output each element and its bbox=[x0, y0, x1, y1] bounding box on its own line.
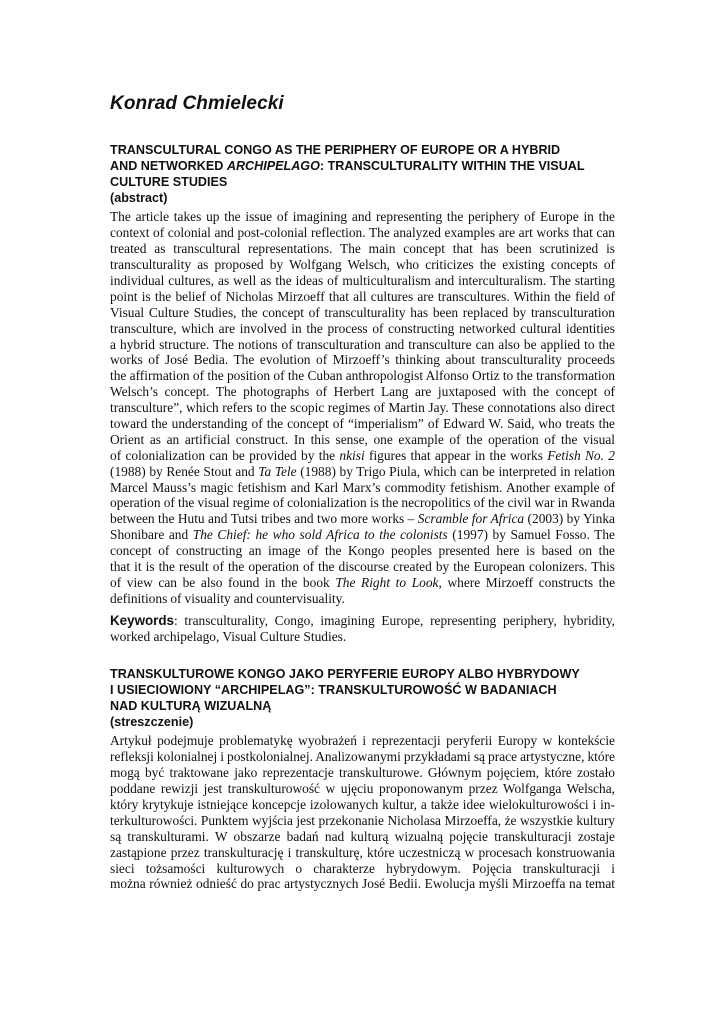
text-line: poddane rewizji jest transkulturowość w ujęciu proponowanym przez Wolfganga Welscha, bbox=[110, 781, 615, 797]
abstract-en-body bbox=[110, 209, 615, 606]
text-segment: (2003) by Yinka bbox=[524, 511, 615, 527]
italic-title: The Right to Look bbox=[335, 574, 439, 590]
italic-title: nkisi bbox=[339, 447, 365, 463]
text-segment: of colonialization can be provided by the bbox=[110, 447, 340, 463]
title-line: TRANSKULTUROWE KONGO JAKO PERYFERIE EUROPY ALBO HYBRYDOWY bbox=[110, 667, 580, 681]
title-line: NAD KULTURĄ WIZUALNĄ bbox=[110, 698, 272, 713]
text-line bbox=[110, 448, 615, 464]
text-line: point is the belief of Nicholas Mirzoeff that all cultures are transcultures. Within the field of bbox=[110, 288, 615, 304]
text-line: Orient as an artificial construct. In this sense, one example of the operation of the visual bbox=[110, 431, 615, 447]
title-text: : TRANSCULTURALITY WITHIN THE VISUAL bbox=[319, 158, 585, 173]
text-segment: (1988) by Trigo Piula, which can be interpreted in relation bbox=[300, 463, 615, 479]
text-segment: of view can be also found in the book bbox=[110, 574, 336, 590]
text-line: toward the understanding of the concept of “imperialism” of Edward W. Said, who treats the bbox=[110, 415, 615, 431]
text-line: definitions of visuality and countervisuality. bbox=[110, 590, 345, 606]
text-line: treated as transcultural representations. The main concept that has been scrutinized is bbox=[110, 241, 615, 257]
title-line: TRANSCULTURAL CONGO AS THE PERIPHERY OF EUROPE OR A HYBRID bbox=[110, 143, 561, 157]
text-line: terkulturowości. Punktem wyjścia jest przekonanie Nicholasa Mirzoeffa, że wszystkie kultury bbox=[110, 812, 615, 828]
italic-title: Scramble for Africa bbox=[417, 511, 525, 527]
text-line: transculturality as proposed by Wolfgang Welsch, who criticizes the existing concepts of bbox=[110, 257, 615, 273]
text-line: Artykuł podejmuje problematykę wyobrażeń i reprezentacji peryferii Europy w kontekście bbox=[110, 733, 615, 749]
text-line: The article takes up the issue of imagining and representing the periphery of Europe in the bbox=[110, 209, 615, 225]
text-line: transculture”, which refers to the scopic regimes of Martin Jay. These connotations also direct bbox=[110, 400, 615, 416]
text-line: that it is the result of the operation of the discourse created by the European colonizers. This bbox=[110, 558, 615, 574]
text-line: context of colonial and post-colonial reflection. The analyzed examples are art works that can bbox=[110, 225, 615, 241]
text-line: individual cultures, as well as the ideas of multiculturalism and interculturalism. The starting bbox=[110, 272, 615, 288]
text-segment: (1997) by Samuel Fosso. The bbox=[447, 527, 615, 543]
text-line: Marcel Mauss’s magic fetishism and Karl Marx’s commodity fetishism. Another example of bbox=[110, 479, 615, 495]
text-line: Visual Culture Studies, the concept of transculturality has been replaced by transculturation bbox=[110, 304, 615, 320]
keywords-line: worked archipelago, Visual Culture Studies. bbox=[110, 628, 347, 644]
abstract-pl-subtitle: (streszczenie) bbox=[110, 715, 194, 730]
text-line: można również odnieść do prac artystycznych José Bedii. Ewolucja myśli Mirzoeffa na temat bbox=[110, 876, 615, 892]
text-line: mogą być traktowane jako reprezentacje transkulturowe. Głównym pojęciem, które zostało bbox=[110, 765, 615, 781]
italic-title: Fetish No. 2 bbox=[547, 447, 615, 463]
title-line bbox=[110, 159, 615, 175]
text-segment: (1988) by Renée Stout and bbox=[110, 463, 259, 479]
title-italic: ARCHIPELAGO bbox=[226, 158, 320, 173]
text-line: sieci tożsamości kulturowych o charakterze hybrydowym. Pojęcia transkulturacji i bbox=[110, 860, 615, 876]
keywords-line bbox=[110, 613, 615, 629]
author-name: Konrad Chmielecki bbox=[110, 93, 284, 114]
text-segment: between the Hutu and Tutsi tribes and two more works – bbox=[110, 511, 418, 527]
text-line bbox=[110, 511, 615, 527]
title-line: CULTURE STUDIES bbox=[110, 174, 228, 189]
text-line: concept of constructing an image of the Kongo peoples presented here is based on the bbox=[110, 543, 615, 559]
text-segment: figures that appear in the works bbox=[364, 447, 548, 463]
text-line: transculture, which are involved in the process of constructing networked cultural identities bbox=[110, 320, 615, 336]
italic-title: Ta Tele bbox=[258, 463, 297, 479]
text-line bbox=[110, 464, 615, 480]
text-line: zastąpione przez transkulturację i transkulturę, które uczestniczą w procesach konstruowania bbox=[110, 844, 615, 860]
abstract-pl-body bbox=[110, 733, 615, 892]
text-segment: , where Mirzoeff constructs the bbox=[438, 574, 615, 590]
text-line: works of José Bedia. The evolution of Mirzoeff’s thinking about transculturality proceeds bbox=[110, 352, 615, 368]
title-line: I USIECIOWIONY “ARCHIPELAG”: TRANSKULTUROWOŚĆ W BADANIACH bbox=[110, 682, 557, 697]
text-line: operation of the visual regime of colonialization is the necropolitics of the civil war in Rwanda bbox=[110, 495, 615, 511]
abstract-pl-title bbox=[110, 667, 615, 714]
text-line: Welsch’s concept. The photographs of Herbert Lang are juxtaposed with the concept of bbox=[110, 384, 615, 400]
text-line bbox=[110, 527, 615, 543]
keywords-label: Keywords bbox=[110, 612, 174, 628]
text-line: są transkulturami. W obszarze badań nad kulturą wizualną pojęcie transkulturacji zostaje bbox=[110, 828, 615, 844]
keywords-text: : transculturality, Congo, imagining Europe, representing periphery, hybridity, bbox=[174, 612, 615, 628]
text-line: który krytykuje istniejące koncepcje izolowanych kultur, a także idee wielokulturowości i in- bbox=[110, 796, 615, 812]
keywords bbox=[110, 613, 615, 645]
abstract-en-title bbox=[110, 143, 615, 190]
text-line: the affirmation of the position of the Cuban anthropologist Alfonso Ortiz to the transformation bbox=[110, 368, 615, 384]
italic-title: The Chief: he who sold Africa to the colonists bbox=[192, 527, 448, 543]
text-line bbox=[110, 575, 615, 591]
abstract-en bbox=[110, 143, 615, 645]
abstract-en-subtitle: (abstract) bbox=[110, 191, 168, 206]
text-segment: Shonibare and bbox=[110, 527, 193, 543]
text-line: a hybrid structure. The notions of transculturation and transculture can also be applied to the bbox=[110, 336, 615, 352]
title-text: AND NETWORKED bbox=[110, 158, 227, 173]
abstract-pl bbox=[110, 667, 615, 892]
text-line: refleksji kolonialnej i postkolonialnej. Analizowanymi przykładami są prace artystyczne, które bbox=[110, 749, 615, 765]
